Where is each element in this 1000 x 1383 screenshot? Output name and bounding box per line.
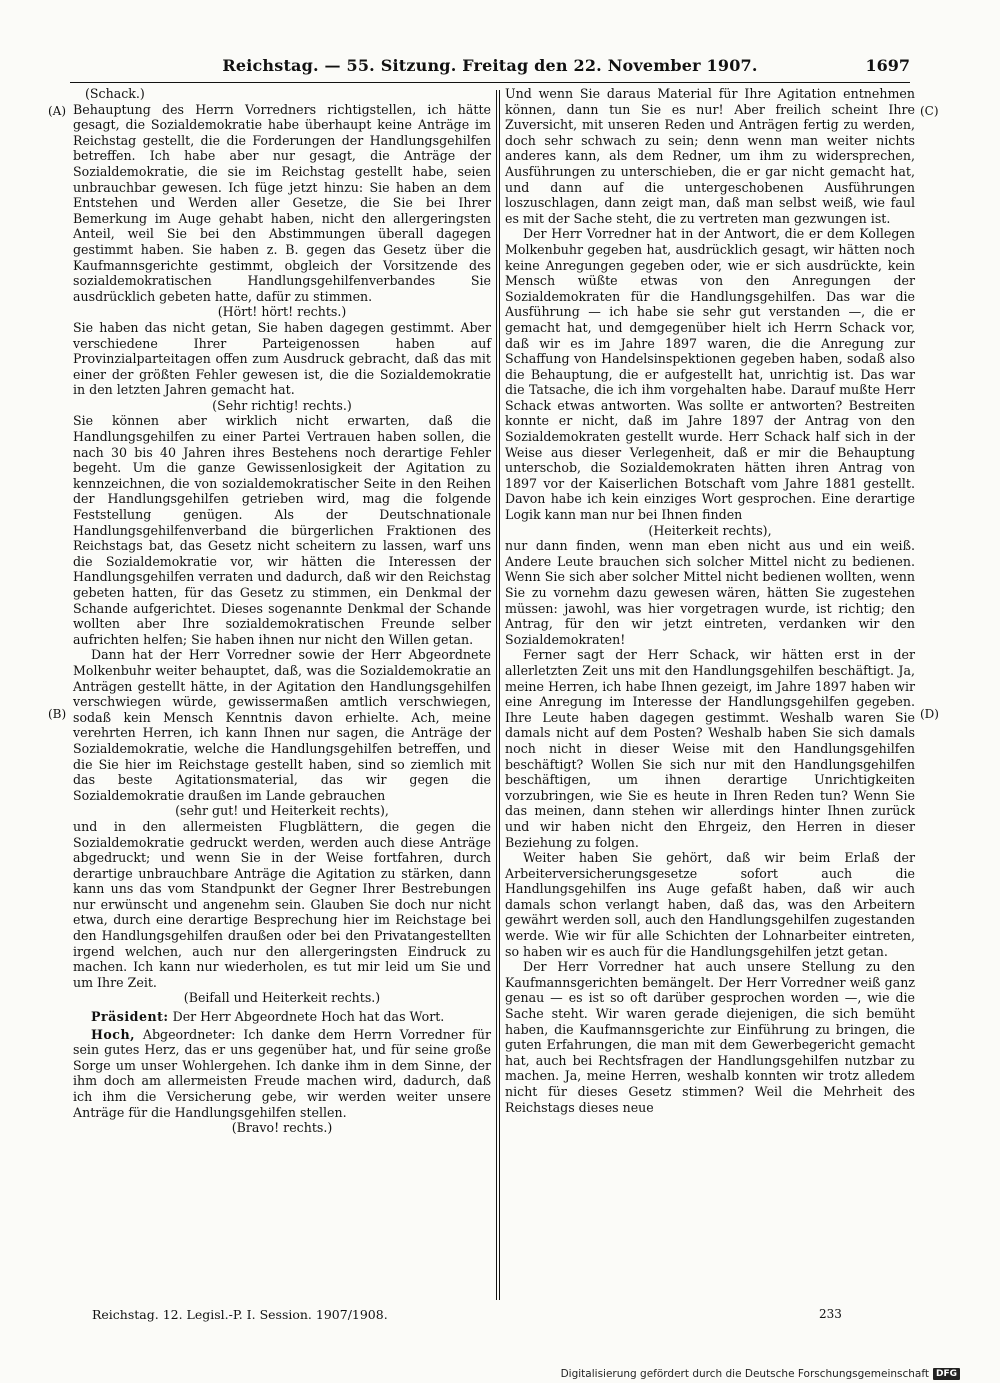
interjection: (Hört! hört! rechts.) xyxy=(217,304,347,320)
paragraph: nur dann finden, wenn man eben nicht aus und ein weiß. Andere Leute brauchen sich solcher Mittel nicht zu bedienen. Wenn Sie sich aber solcher Mittel nicht bedienen wollten, wenn Sie zu vornehm dazu gewesen wären, hätten Sie zugestehen müssen: jawohl, was hier vorgetragen wurde, ist richtig; den Antrag, für den wir jetzt eintreten, verdanken wir den Sozialdemokraten! xyxy=(505,538,915,647)
paragraph: Und wenn Sie daraus Material für Ihre Agitation entnehmen können, dann tun Sie es nur! Aber freilich scheint Ihre Zuversicht, mit unseren Reden und Anträgen fertig zu werden, doch sehr schwach zu sein; denn wenn man weiter nichts anderes kann, als dem Redner, um ihm zu widersprechen, Ausführungen zu unterschieben, die er gar nicht gemacht hat, und dann auf die untergeschobenen Ausführungen loszuschlagen, dann zeigt man, daß man selbst weiß, wie faul es mit der Sache steht, die zu vertreten man gezwungen ist. xyxy=(505,86,915,226)
speaker-reference: (Schack.) xyxy=(85,86,145,101)
paragraph: Weiter haben Sie gehört, daß wir beim Erlaß der Arbeiterversicherungsgesetze sofort auch die Handlungsgehilfen ins Auge gefaßt haben, daß wir auch damals schon verlangt haben, daß das, was den Arbeitern gewährt werden soll, auch den Handlungsgehilfen zugestanden werde. Wie wir für alle Schichten der Lohnarbeiter eintreten, so haben wir es auch für die Handlungsgehilfen jetzt getan. xyxy=(505,850,915,959)
interjection: (Heiterkeit rechts), xyxy=(648,522,772,538)
interjection: (Bravo! rechts.) xyxy=(231,1120,333,1136)
president-label: Präsident: xyxy=(91,1009,169,1025)
margin-marker-b: (B) xyxy=(48,707,67,721)
paragraph: Der Herr Vorredner hat in der Antwort, die er dem Kollegen Molkenbuhr gegeben hat, ausdrücklich gesagt, wir hätten noch keine Anregungen gegeben oder, wie er sich ausdrückte, kein Mensch wüßte etwas von den Anregungen der Sozialdemokraten für die Handlungsgehilfen. Das war die Ausführung — ich habe sie sehr gut verstanden —, die er gemacht hat, und demgegenüber hielt ich Herrn Schack vor, daß wir es im Jahre 1897 waren, die die Anregung zur Schaffung von Handelsinspektionen gegeben haben, sodaß also die Behauptung, die er aufgestellt hat, unrichtig ist. Das war die Tatsache, die ich ihm vorgehalten habe. Darauf mußte Herr Schack etwas antworten. Was sollte er antworten? Bestreiten konnte er nicht, daß im Jahre 1897 der Antrag von den Sozialdemokraten gestellt wurde. Herr Schack half sich in der Weise aus dieser Verlegenheit, daß er mir die Behauptung unterschob, die Sozialdemokraten hätten ihren Antrag von 1897 vor der Kaiserlichen Botschaft vom Jahre 1881 gestellt. Davon habe ich kein einziges Wort gesprochen. Eine derartige Logik kann man nur bei Ihnen finden xyxy=(505,226,915,523)
president-text: Der Herr Abgeordnete Hoch hat das Wort. xyxy=(172,1009,445,1025)
paragraph: Behauptung des Herrn Vorredners richtigstellen, ich hätte gesagt, die Sozialdemokratie habe überhaupt keine Anträge im Reichstag gestellt, die die Forderungen der Handlungsgehilfen betreffen. Ich habe aber nur gesagt, die Anträge der Sozialdemokratie, die sie im Reichstag gestellt habe, seien unbrauchbar gewesen. Ich füge jetzt hinzu: Sie haben an dem Entstehen und Werden aller Gesetze, die Sie bei Ihrer Bemerkung im Auge gehabt haben, nicht den allergeringsten Anteil, weil Sie bei den Abstimmungen überall dagegen gestimmt haben. Sie haben z. B. gegen das Gesetz über die Kaufmannsgerichte gestimmt, obgleich der Vorsitzende des sozialdemokratischen Handlungsgehilfenverbandes Sie ausdrücklich gebeten hatte, dafür zu stimmen. xyxy=(73,101,491,304)
margin-marker-d: (D) xyxy=(920,707,939,721)
interjection: (Sehr richtig! rechts.) xyxy=(212,397,352,413)
right-column xyxy=(505,86,915,1115)
president-statement xyxy=(73,1009,491,1025)
footer-session-info: Reichstag. 12. Legisl.-P. I. Session. 1907/1908. xyxy=(92,1307,388,1322)
footer-sheet-number: 233 xyxy=(819,1307,842,1321)
column-divider xyxy=(496,90,497,1300)
margin-marker-c: (C) xyxy=(920,104,939,118)
header-title: Reichstag. — 55. Sitzung. Freitag den 22. November 1907. xyxy=(222,56,758,75)
paragraph: Der Herr Vorredner hat auch unsere Stellung zu den Kaufmannsgerichten bemängelt. Der Herr Vorredner weiß ganz genau — es ist so oft darüber gesprochen worden —, wie die Sache steht. Wir waren gerade diejenigen, die sich bemüht haben, die Kaufmannsgerichte zur Einführung zu bringen, die guten Erfahrungen, die man mit dem Gewerbegericht gemacht hat, auch bei Rechtsfragen der Handlungsgehilfen nutzbar zu machen. Ja, meine Herren, weshalb konnten wir trotz alledem nicht für dieses Gesetz stimmen? Weil die Mehrheit des Reichstags dieses neue xyxy=(505,959,915,1115)
header-rule xyxy=(70,82,910,83)
paragraph: Sie können aber wirklich nicht erwarten, daß die Handlungsgehilfen zu einer Partei Vertrauen haben sollen, die nach 30 bis 40 Jahren ihres Bestehens noch derartige Fehler begeht. Um die ganze Gewissenlosigkeit der Agitation zu kennzeichnen, die von sozialdemokratischer Seite in den Reihen der Handlungsgehilfen getrieben wird, mag die folgende Feststellung genügen. Als der Deutschnationale Handlungsgehilfenverband die bürgerlichen Fraktionen des Reichstags bat, das Gesetz nicht scheitern zu lassen, warf uns die Sozialdemokratie vor, wir hätten die Interessen der Handlungsgehilfen verraten und dadurch, daß wir den Reichstag gebeten hatten, für das Gesetz zu stimmen, ein Denkmal der Schande aufgerichtet. Dieses sogenannte Denkmal der Schande wollten aber Ihre sozialdemokratischen Freunde selber aufrichten helfen; Sie haben ihnen nur nicht den Willen getan. xyxy=(73,413,491,647)
hoch-label: Hoch, xyxy=(91,1026,136,1042)
interjection: (Beifall und Heiterkeit rechts.) xyxy=(183,990,381,1006)
hoch-statement xyxy=(73,1027,491,1121)
dfg-logo-icon: DFG xyxy=(933,1368,960,1380)
hoch-text: Abgeordneter: Ich danke dem Herrn Vorredner für sein gutes Herz, das er uns gegenüber hat, und für seine große Sorge um unser Wohlergehen. Ich danke ihm in dem Sinne, der ihm doch am allermeisten Freude machen wird, dadurch, daß ich ihm die Versicherung gebe, wir werden weiter unsere Anträge für die Handlungsgehilfen stellen. xyxy=(73,1026,491,1120)
page-number: 1697 xyxy=(865,56,910,75)
left-column xyxy=(73,86,491,1136)
paragraph: Dann hat der Herr Vorredner sowie der Herr Abgeordnete Molkenbuhr weiter behauptet, daß, was die Sozialdemokratie an Anträgen gestellt hätte, in der Agitation den Handlungsgehilfen verschwiegen würde, gewissermaßen amtlich verschwiegen, sodaß kein Mensch Kenntnis davon erhielte. Ach, meine verehrten Herren, ich kann Ihnen nur sagen, die Anträge der Sozialdemokratie, welche die Handlungsgehilfen betreffen, und die Sie hier im Reichstage gestellt haben, sind so ziemlich mit das beste Agitationsmaterial, das wir gegen die Sozialdemokratie draußen im Lande gebrauchen xyxy=(73,647,491,803)
interjection: (sehr gut! und Heiterkeit rechts), xyxy=(175,803,389,819)
paragraph: und in den allermeisten Flugblättern, die gegen die Sozialdemokratie gedruckt werden, werden auch diese Anträge abgedruckt; und wenn Sie in der Weise fortfahren, durch derartige unbrauchbare Anträge die Agitation zu stärken, dann kann uns das vom Standpunkt der Gegner Ihrer Bestrebungen nur erwünscht und angenehm sein. Glauben Sie doch nur nicht etwa, durch eine derartige Besprechung hier im Reichstage bei den Handlungsgehilfen draußen oder bei den Privatangestellten irgend welchen, auch nur den allergeringsten Eindruck zu machen. Ich kann nur wiederholen, es tut mir leid um Sie und um Ihre Zeit. xyxy=(73,818,491,990)
paragraph: Sie haben das nicht getan, Sie haben dagegen gestimmt. Aber verschiedene Ihrer Parteigenossen haben auf Provinzialparteitagen offen zum Ausdruck gebracht, daß das mit einer der größten Fehler gewesen ist, die die Sozialdemokratie in den letzten Jahren gemacht hat. xyxy=(73,319,491,398)
paragraph: Ferner sagt der Herr Schack, wir hätten erst in der allerletzten Zeit uns mit den Handlungsgehilfen beschäftigt. Ja, meine Herren, ich habe Ihnen gezeigt, im Jahre 1897 haben wir eine Anregung im Interesse der Handlungsgehilfen gegeben. Ihre Leute haben dagegen gestimmt. Weshalb waren Sie damals nicht auf dem Posten? Weshalb haben Sie sich damals noch nicht in dieser Weise mit den Handlungsgehilfen beschäftigt? Wollen Sie sich nur mit den Handlungsgehilfen beschäftigen, um ihnen derartige Unrichtigkeiten vorzubringen, wie Sie es heute in Ihren Reden tun? Wenn Sie das meinen, dann stehen wir allerdings hinter Ihnen zurück und wir haben nicht den Ehrgeiz, den Herren in dieser Beziehung zu folgen. xyxy=(505,647,915,850)
page-header xyxy=(70,56,910,78)
margin-marker-a: (A) xyxy=(48,104,67,118)
digitization-credit xyxy=(561,1368,960,1380)
credit-text: Digitalisierung gefördert durch die Deutsche Forschungsgemeinschaft xyxy=(560,1368,929,1380)
